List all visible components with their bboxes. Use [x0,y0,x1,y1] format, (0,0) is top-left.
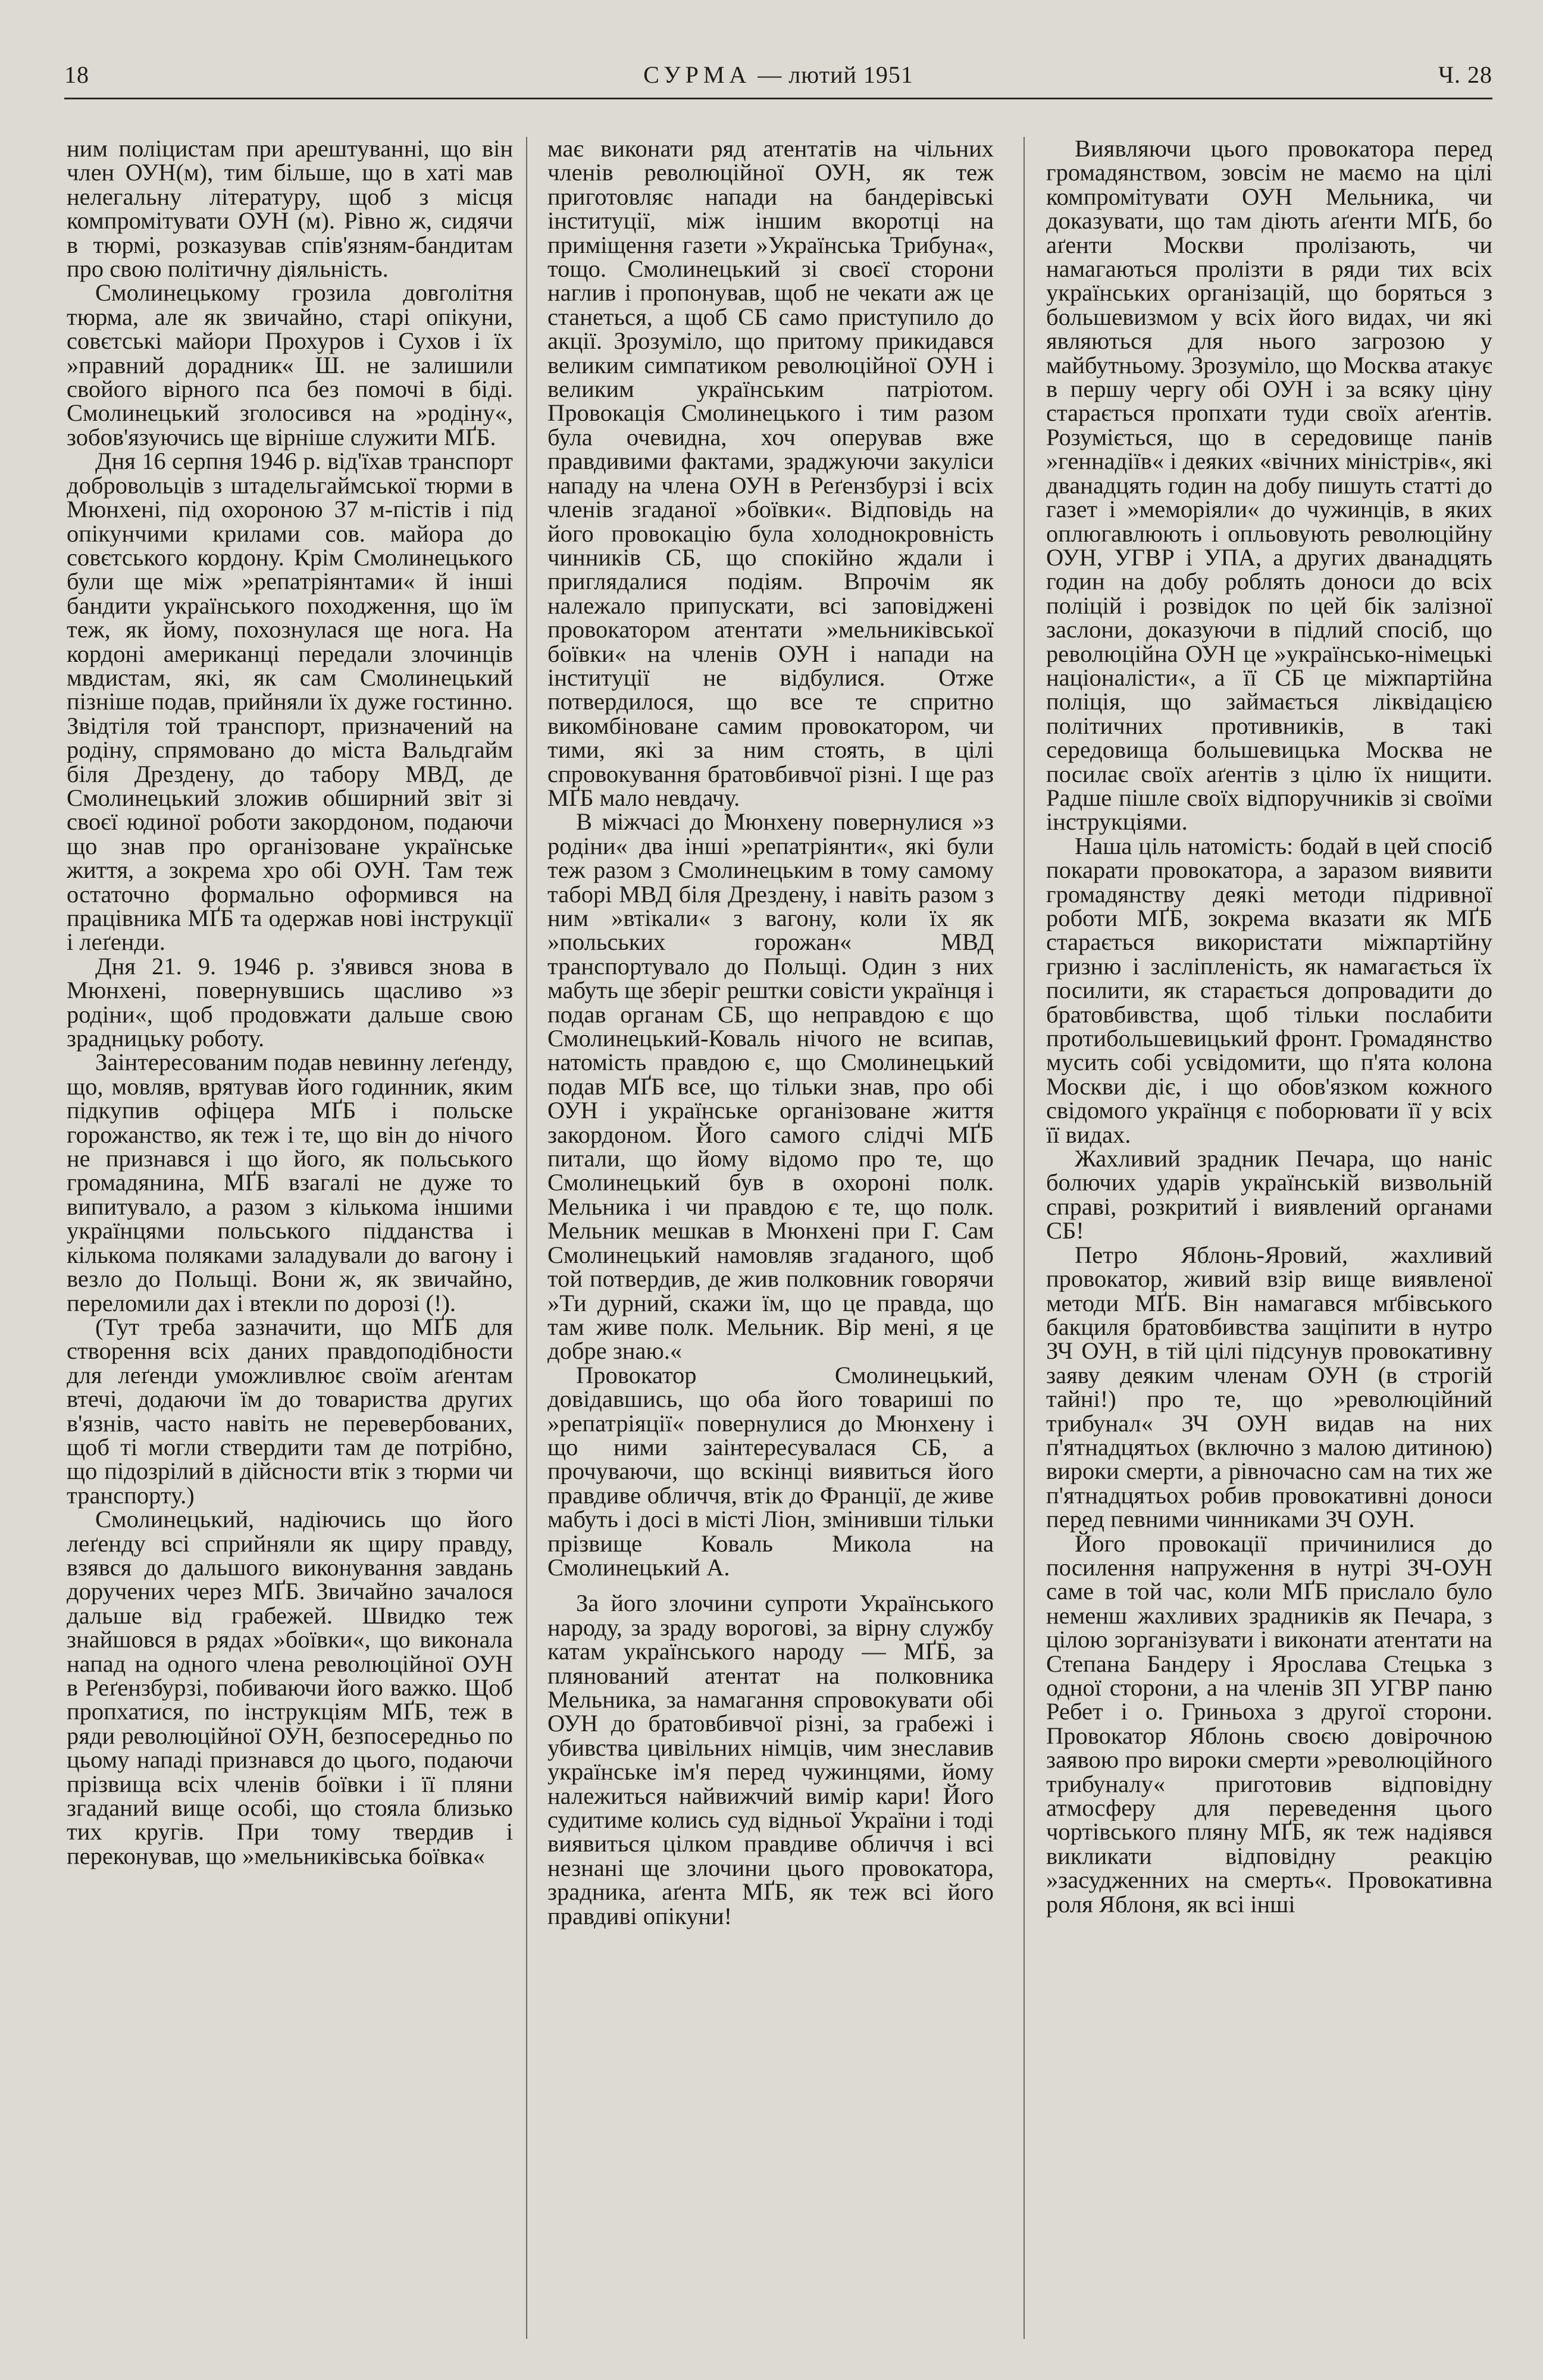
paragraph: ним поліцистам при арештуванні, що він член ОУН(м), тим більше, що в хаті мав нелегальну літературу, щоб з місця компромітувати ОУН (м). Рівно ж, сидячи в тюрмі, розказував спів'язням-бандитам про свою політичну діяльність. [67,137,513,283]
paragraph: Дня 21. 9. 1946 р. з'явився знова в Мюнхені, повернувшись щасливо »з родіни«, щоб продовжати дальше свою зрадницьку роботу. [67,952,513,1052]
paragraph: Петро Яблонь-Яровий, жахливий провокатор, живий взір вище виявленої методи МҐБ. Він намагався мґбівського бакциля братовбивства защіпити в нутро ЗЧ ОУН, в тій цілі підсунув провокативну заяву деяким членам ОУН (в строгій тайні!) про те, що »революційний трибунал« ЗЧ ОУН видав на них п'ятнадцятьох (включно з малою дитиною) вироки смерти, а рівночасно сам на тих же п'ятнадцятьох робив провокативні доноси перед певними чинниками ЗЧ ОУН. [1046,1241,1492,1533]
column-1 [67,137,513,2363]
issue-date: лютий 1951 [788,61,913,88]
part-number: Ч. 28 [1438,61,1492,88]
title-separator: — [758,61,783,88]
running-title [64,61,1492,89]
column-divider [526,137,527,2339]
page-number: 18 [64,61,89,88]
paragraph: Жахливий зрадник Печара, що наніс болючих ударів українській визвольній справі, розкритий і виявлений органами СБ! [1046,1145,1492,1244]
paragraph: В міжчасі до Мюнхену повернулися »з родіни« два інші »репатріянти«, які були теж разом з Смолинецьким в тому самому таборі МВД біля Дрездену, і навіть разом з ним »втікали« з вагону, коли їх як »польських горожан« МВД транспортувало до Польщі. Один з них мабуть ще зберіг рештки совісти українця і подав органам СБ, що неправдою є що Смолинецький-Коваль нічого не всипав, натомість правдою є, що Смолинецький подав МҐБ все, що тільки знав, про обі ОУН і українське організоване життя закордоном. Його самого слідчі МҐБ питали, що йому відомо про те, що Смолинецький був в охороні полк. Мельника і чи правдою є те, що полк. Мельник мешкав в Мюнхені при Г. Сам Смолинецький намовляв згаданого, щоб той потвердив, де жив полковник говорячи »Ти дурний, скажи їм, що це правда, що там живе полк. Мельник. Вір мені, я це добре знаю.« [547,808,994,1365]
paragraph: Провокатор Смолинецький, довідавшись, що оба його товариші по »репатріяції« повернулися до Мюнхену і що ними заінтересувалася СБ, а прочуваючи, що вскінці виявиться його правдиве обличчя, втік до Франції, де живе мабуть і досі в місті Ліон, змінивши тільки прізвище Коваль Микола на Смолинецький А. [547,1361,994,1581]
page-header [64,55,1492,96]
paragraph: Виявляючи цього провокатора перед громадянством, зовсім не маємо на цілі компромітувати ОУН Мельника, чи доказувати, що там діють аґенти МҐБ, бо аґенти Москви пролізають, чи намагаються пролізти в ряди тих всіх українських організацій, що боряться з большевизмом у всіх його видах, чи які являються для нього загрозою у майбутньому. Зрозуміло, що Москва атакує в першу чергу обі ОУН і за всяку ціну старається пропхати туди своїх аґентів. Розуміється, що в середовище панів »геннадіїв« і деяких «вічних міністрів«, які дванадцять годин на добу пишуть статті до газет і »меморіяли« до чужинців, в яких оплюгавлюють і опльовують революційну ОУН, УГВР і УПА, а других дванадцять годин на добу роблять доноси до всіх поліцій і розвідок по цей бік залізної заслони, доказуючи в підлий спосіб, що революційна ОУН це »українсько-німецькі націоналісти«, а її СБ це міжпартійна поліція, що займається ліквідацією політичних противників, в такі середовища большевицька Москва не посилає своїх аґентів з цілю їх нищити. Радше пішле своїх відпоручників зі своїми інструкціями. [1046,137,1492,836]
paragraph: (Тут треба зазначити, що МҐБ для створення всіх даних правдоподібности для леґенди уможливлює своїм аґентам втечі, додаючи їм до товариства других в'язнів, часто навіть не перевербованих, щоб ті могли ствердити там де потрібно, що підозрілий в дійсности втік з тюрми чи транспорту.) [67,1313,513,1509]
column-3 [1046,137,1492,2363]
paragraph: Дня 16 серпня 1946 р. від'їхав транспорт добровольців з штадельгаймської тюрми в Мюнхені, під охороною 37 м-пістів і під опікунчими крилами сов. майора до совєтського кордону. Крім Смолинецького були ще між »репатріянтами« й інші бандити українського походження, що їм теж, як йому, похознулася ще нога. На кордоні американці передали злочинців мвдистам, які, як сам Смолинецький пізніше подав, прийняли їх дуже гостинно. Звідтіля той транспорт, призначений на родіну, спрямовано до міста Вальдгайм біля Дрездену, до табору МВД, де Смолинецький зложив обширний звіт зі своєї юдиної роботи закордоном, подаючи що знав про організоване українське життя, а зокрема хро обі ОУН. Там теж остаточно формально оформився на працівника МҐБ та одержав нові інструкції і леґенди. [67,448,513,956]
paragraph: Смолинецькому грозила довголітня тюрма, але як звичайно, старі опікуни, совєтські майори Прохуров і Сухов і їх »правний дорадник« Ш. не залишили свойого вірного пса без помочі в біді. Смолинецький зголосився на »родіну«, зобов'язуючись ще вірніше служити МҐБ. [67,279,513,451]
magazine-title: СУРМА [643,61,752,88]
paragraph: має виконати ряд атентатів на чільних членів революційної ОУН, як теж приготовляє напади на бандерівські інституції, між іншим вкоротці на приміщення газети »Українська Трибуна«, тощо. Смолинецький зі своєї сторони наглив і пропонував, щоб не чекати аж це станеться, а щоб СБ само приступило до акції. Зрозуміло, що притому прикидався великим симпатиком революційної ОУН і великим українським патріотом. Провокація Смолинецького і тим разом була очевидна, хоч оперував вже правдивими фактами, зраджуючи закуліси нападу на члена ОУН в Реґензбурзі і всіх членів згаданої »боївки«. Відповідь на його провокацію була холоднокровність чинників СБ, що спокійно ждали і приглядалися подіям. Впрочім як належало припускати, всі заповіджені провокатором атентати »мельниківської боївки« на членів ОУН і напади на інституції не відбулися. Отже потвердилося, що все те спритно викомбіноване самим провокатором, чи тими, які за ним стоять, в цілі спровокування братовбивчої різні. І ще раз МҐБ мало невдачу. [547,137,994,811]
header-rule [64,98,1492,99]
column-divider [1024,137,1025,2339]
paragraph: Наша ціль натомість: бодай в цей спосіб покарати провокатора, а заразом виявити громадянству деякі методи підривної роботи МҐБ, зокрема вказати як МҐБ старається використати міжпартійну гризню і засліпленість, як намагається їх посилити, як старається допровадити до братовбивства, щоб тільки послабити протибольшевицький фронт. Громадянство мусить собі усвідомити, що п'ята колона Москви діє, і що обов'язком кожного свідомого українця є поборювати її у всіх її видах. [1046,832,1492,1148]
paragraph: Заінтересованим подав невинну леґенду, що, мовляв, врятував його годинник, яким підкупив офіцера МҐБ і польске горожанство, як теж і те, що він до нічого не признався і що його, як польського громадянина, МҐБ взагалі не дуже то випитувало, а разом з кількома іншими українцями польського підданства і кількома поляками заладували до вагону і везло до Польщі. Вони ж, як звичайно, переломили дах і втекли по дорозі (!). [67,1049,513,1316]
paragraph: Смолинецький, надіючись що його леґенду всі сприйняли як щиру правду, взявся до дальшого виконування завдань доручених через МҐБ. Звичайно зачалося дальше від грабежей. Швидко теж знайшовся в рядах »боївки«, що виконала напад на одного члена революційної ОУН в Реґензбурзі, побиваючи його важко. Щоб пропхатися, по інструкціям МҐБ, теж в ряди революційної ОУН, безпосередньо по цьому нападі признався до цього, подаючи прізвища всіх членів боївки і її пляни згаданий вище особі, що стояла близько тих кругів. При тому твердив і переконував, що »мельниківська боївка« [67,1506,513,1869]
paragraph: За його злочини супроти Українського народу, за зраду вороговi, за вірну службу катам українського народу — МҐБ, за плянований атентат на полковника Мельника, за намагання спровокувати обі ОУН до братовбивчої різні, за грабежі і убивства цивільних німців, чим знеславив українське ім'я перед чужинцями, йому належиться найвижчий вимір кари! Його судитиме колись суд відньої України і тоді виявиться цілком правдиве обличчя і всі незнані ще злочини цього провокатора, зрадника, аґента МҐБ, як теж всі його правдиві опікуни! [547,1590,994,1929]
column-2 [547,137,994,2363]
paragraph: Його провокації причинилися до посилення напруження в нутрі ЗЧ-ОУН саме в той час, коли МҐБ прислало було неменш жахливих зрадників як Печара, з цілою зорганізувати і виконати атентати на Степана Бандеру і Ярослава Стецька з одної сторони, а на членів ЗП УГВР паню Ребет і о. Гриньоха з другої сторони. Провокатор Яблонь своєю довірочною заявою про вироки смерти »революційного трибуналу« приготовив відповідну атмосферу для переведення цього чортівського пляну МҐБ, як теж надіявся викликати відповідну реакцію »засудженних на смерть«. Провокативна роля Яблоня, як всі інші [1046,1530,1492,1918]
